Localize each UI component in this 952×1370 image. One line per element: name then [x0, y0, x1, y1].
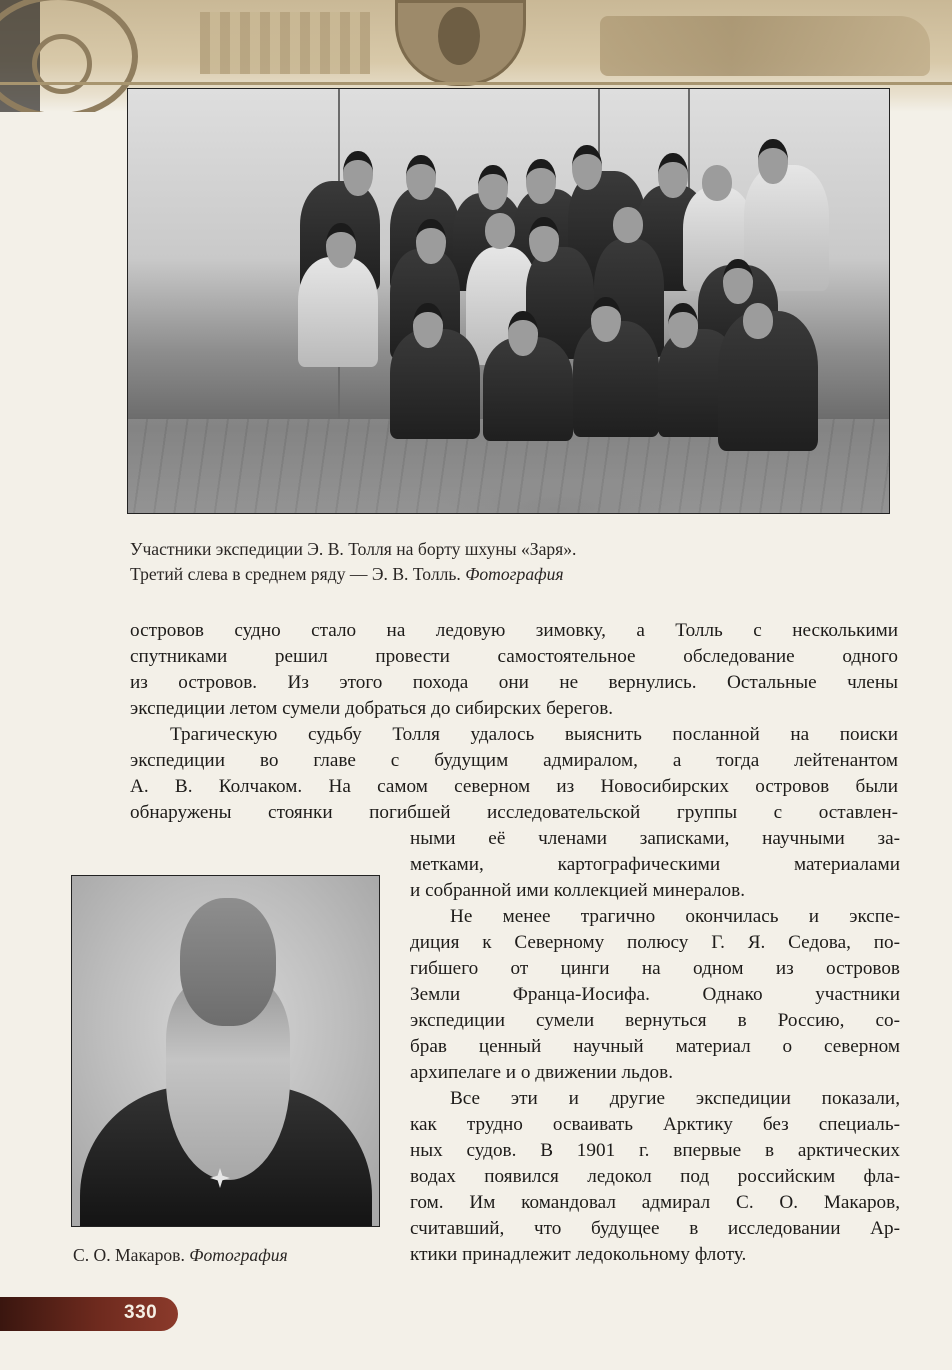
- banner-rule: [0, 82, 952, 85]
- text-line: спутниками решил провести самостоятельное обследование одного: [130, 646, 898, 667]
- text-line: островов судно стало на ледовую зимовку, а Толль с несколькими: [130, 620, 898, 641]
- text-line: гибшего от цинги на одном из островов: [410, 958, 900, 979]
- text-line: Трагическую судьбу Толля удалось выяснить посланной на поиски: [170, 724, 898, 745]
- text-line: Земли Франца-Иосифа. Однако участники: [410, 984, 900, 1005]
- banner-ship-illustration: [600, 16, 930, 76]
- paragraph-sedov-expedition: [410, 904, 900, 1086]
- text-line: диция к Северному полюсу Г. Я. Седова, по-: [410, 932, 900, 953]
- portrait-face: [180, 898, 276, 1026]
- text-line: гом. Им командовал адмирал С. О. Макаров,: [410, 1192, 900, 1213]
- crew-caption-type: Фотография: [465, 564, 564, 584]
- text-line: А. В. Колчаком. На самом северном из Новосибирских островов были: [130, 776, 898, 797]
- text-line: ными её членами записками, научными за-: [410, 828, 900, 849]
- text-line: водах появился ледокол под российским фла-: [410, 1166, 900, 1187]
- text-line: ктики принадлежит ледокольному флоту.: [410, 1244, 747, 1265]
- text-line: ных судов. В 1901 г. впервые в арктических: [410, 1140, 900, 1161]
- banner-wheel-ornament: [0, 0, 138, 112]
- paragraph-kolchak-search-cont: [410, 826, 900, 904]
- paragraph-kolchak-search: [130, 722, 898, 826]
- paragraph-icebreaker: [410, 1086, 900, 1268]
- text-line: Все эти и другие экспедиции показали,: [450, 1088, 900, 1109]
- text-line: экспедиции летом сумели добраться до сибирских берегов.: [130, 698, 614, 719]
- page-number: 330: [124, 1302, 158, 1323]
- text-line: обнаружены стоянки погибшей исследовательской группы с оставлен-: [130, 802, 898, 823]
- text-line: метками, картографическими материалами: [410, 854, 900, 875]
- text-line: и собранной ими коллекцией минералов.: [410, 880, 746, 901]
- crew-photo-caption: [130, 537, 576, 587]
- banner-portrait-medallion: [395, 0, 526, 86]
- text-line: брав ценный научный материал о северном: [410, 1036, 900, 1057]
- text-line: считавший, что будущее в исследовании Ар-: [410, 1218, 900, 1239]
- portrait-caption-name: С. О. Макаров.: [73, 1245, 185, 1265]
- crew-caption-line-1: Участники экспедиции Э. В. Толля на борту шхуны «Заря».: [130, 539, 577, 559]
- portrait-caption-type: Фотография: [189, 1245, 288, 1265]
- paragraph-toll-wintering: [130, 618, 898, 722]
- text-line: Не менее трагично окончилась и экспе-: [450, 906, 900, 927]
- text-line: архипелаге и о движении льдов.: [410, 1062, 673, 1083]
- text-line: из островов. Из этого похода они не вернулись. Остальные члены: [130, 672, 898, 693]
- text-line: как трудно осваивать Арктику без специаль-: [410, 1114, 900, 1135]
- portrait-caption: [73, 1243, 288, 1268]
- expedition-crew-photo: [127, 88, 890, 514]
- text-line: экспедиции во главе с будущим адмиралом, а тогда лейтенантом: [130, 750, 898, 771]
- text-line: экспедиции сумели вернуться в Россию, со-: [410, 1010, 900, 1031]
- makarov-portrait-photo: [71, 875, 380, 1227]
- banner-building-illustration: [200, 12, 370, 74]
- crew-caption-line-2: Третий слева в среднем ряду — Э. В. Толль.: [130, 564, 461, 584]
